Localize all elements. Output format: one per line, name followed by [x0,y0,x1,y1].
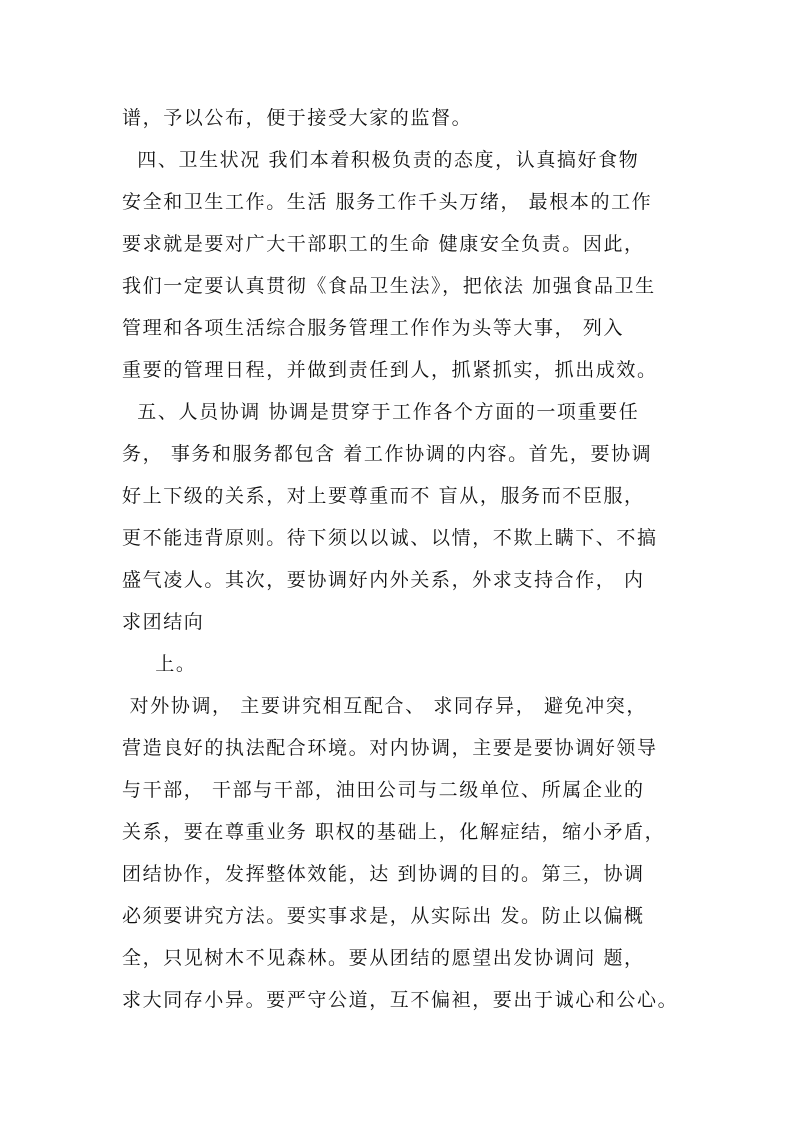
text-line: 与干部， 干部与干部，油田公司与二级单位、所属企业的 [122,779,645,801]
text-line: 安全和卫生工作。生活 服务工作千头万绪， 最根本的工作 [122,191,653,213]
text-line: 要求就是要对广大干部职工的生命 健康安全负责。因此， [122,233,645,255]
text-line: 四、卫生状况 我们本着积极负责的态度，认真搞好食物 [122,149,640,171]
text-line: 全，只见树木不见森林。要从团结的愿望出发协调问 题， [122,947,645,969]
text-line: 对外协调， 主要讲究相互配合、 求同存异， 避免冲突， [122,695,647,717]
text-line: 盛气凌人。其次，要协调好内外关系，外求支持合作， 内 [122,569,645,591]
text-line: 更不能违背原则。待下须以以诚、以情，不欺上瞒下、不搞 [122,527,658,549]
text-line: 求团结向 [122,611,205,633]
text-line: 务， 事务和服务都包含 着工作协调的内容。首先，要协调 [122,443,653,465]
text-line: 我们一定要认真贯彻《食品卫生法》，把依法 加强食品卫生 [122,275,656,297]
text-line: 关系，要在尊重业务 职权的基础上，化解症结，缩小矛盾， [122,821,666,843]
text-line: 谱，予以公布，便于接受大家的监督。 [122,107,473,129]
text-line: 求大同存小异。要严守公道，互不偏袒，要出于诚心和公心。 [122,989,679,1011]
text-line: 必须要讲究方法。要实事求是，从实际出 发。防止以偏概 [122,905,645,927]
text-line: 团结协作，发挥整体效能，达 到协调的目的。第三，协调 [122,863,645,885]
text-line: 五、人员协调 协调是贯穿于工作各个方面的一项重要任 [122,401,640,423]
text-line: 好上下级的关系，对上要尊重而不 盲从，服务而不臣服， [122,485,645,507]
text-line: 营造良好的执法配合环境。对内协调，主要是要协调好领导 [122,737,658,759]
text-line: 上。 [140,653,197,675]
text-line: 管理和各项生活综合服务管理工作作为头等大事， 列入 [122,317,625,339]
text-line: 重要的管理日程，并做到责任到人，抓紧抓实，抓出成效。 [122,359,658,381]
